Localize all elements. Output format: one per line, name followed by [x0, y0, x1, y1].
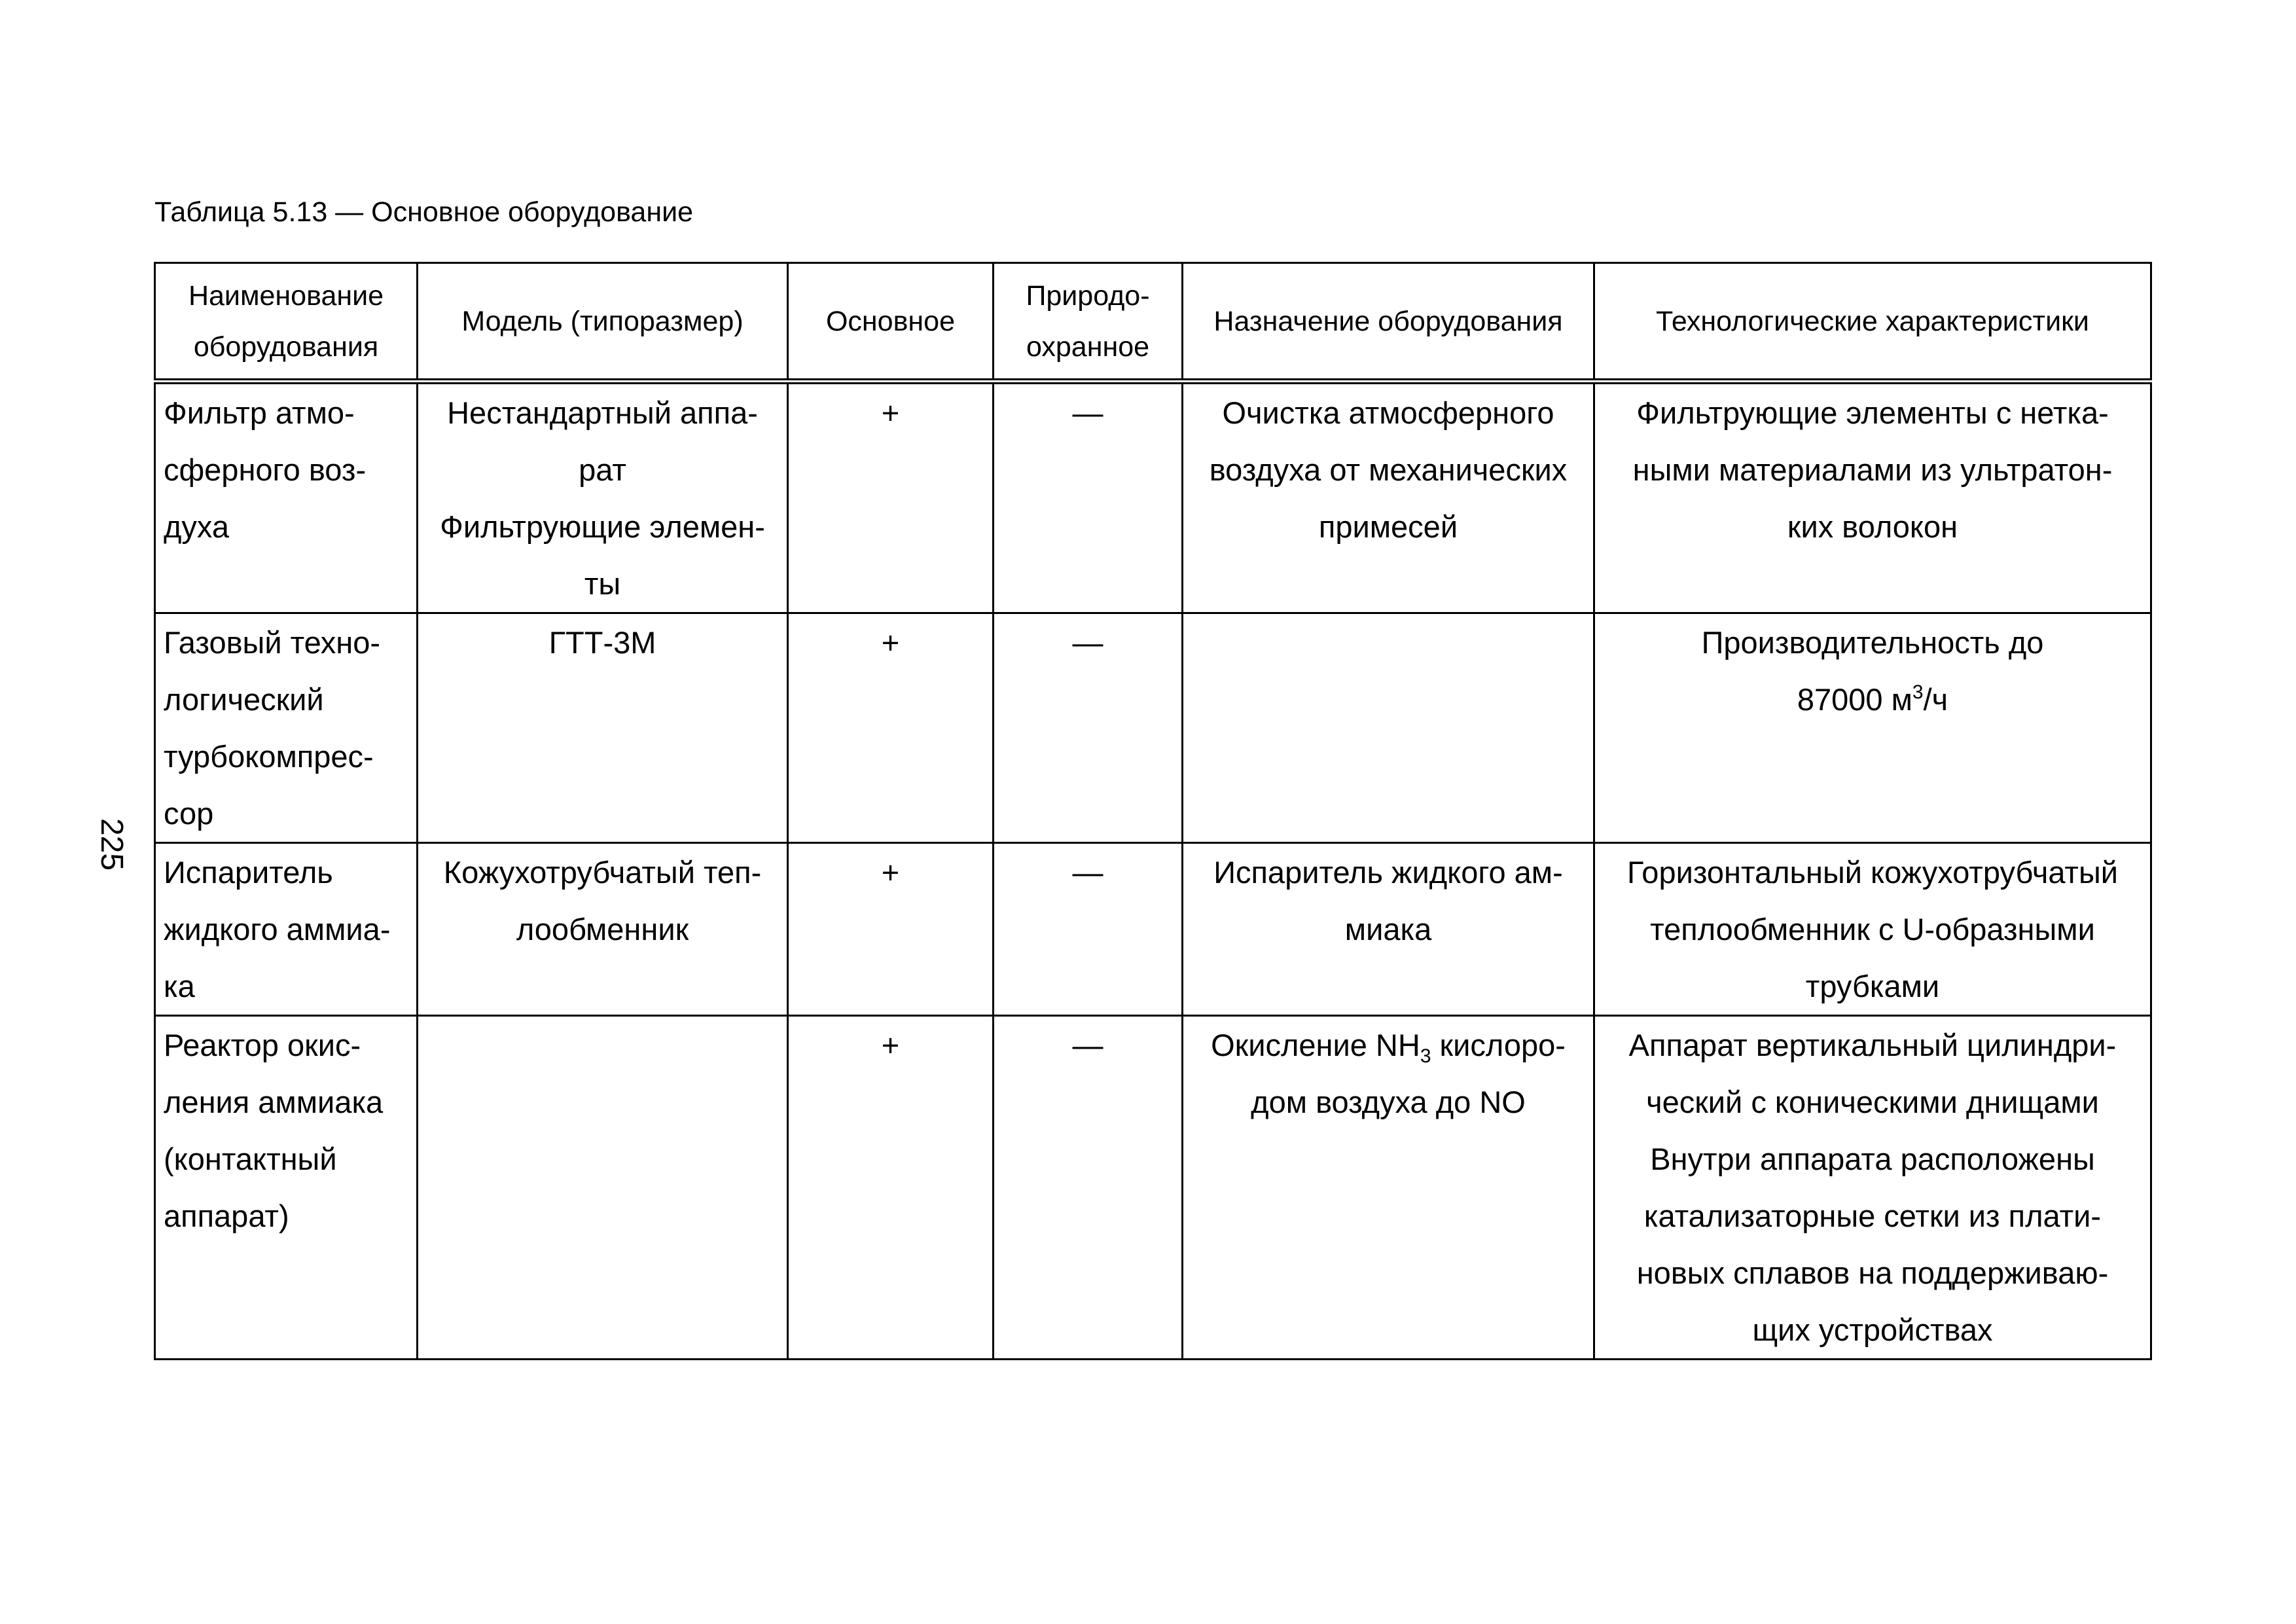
cell-purpose: Испаритель жидкого ам- миака	[1183, 843, 1594, 1016]
header-specifications: Технологические характеристики	[1594, 263, 2151, 382]
cell-main: +	[788, 382, 994, 613]
table-row	[155, 1016, 2151, 1360]
header-main: Основное	[788, 263, 994, 382]
cell-environmental: —	[994, 382, 1183, 613]
cell-model	[418, 1016, 788, 1360]
cell-specifications	[1594, 613, 2151, 843]
cell-purpose: Очистка атмосферного воздуха от механических примесей	[1183, 382, 1594, 613]
specs-line-1: Производительность до	[1701, 625, 2044, 660]
cell-equipment-name: Испаритель жидкого аммиа- ка	[155, 843, 418, 1016]
cell-equipment-name: Фильтр атмо- сферного воз- духа	[155, 382, 418, 613]
cell-model: Нестандартный аппа- рат Фильтрующие элемен- ты	[418, 382, 788, 613]
table-row	[155, 843, 2151, 1016]
header-equipment-name: Наименование оборудования	[155, 263, 418, 382]
table-caption: Таблица 5.13 — Основное оборудование	[154, 196, 694, 228]
cell-main: +	[788, 613, 994, 843]
purpose-line-2: дом воздуха до NO	[1251, 1085, 1526, 1119]
page-number: 225	[94, 818, 129, 871]
cell-purpose	[1183, 1016, 1594, 1360]
superscript: 3	[1912, 681, 1924, 703]
header-model: Модель (типоразмер)	[418, 263, 788, 382]
cell-main: +	[788, 843, 994, 1016]
cell-purpose	[1183, 613, 1594, 843]
table-row	[155, 382, 2151, 613]
cell-environmental: —	[994, 843, 1183, 1016]
header-environmental: Природо- охранное	[994, 263, 1183, 382]
purpose-line-1: Окисление $NH_3$ кислоро-	[1211, 1028, 1566, 1067]
table-row	[155, 613, 2151, 843]
equipment-table	[154, 262, 2152, 1360]
specs-line-2: 87000 $м^3/ч$	[1797, 681, 1948, 717]
cell-specifications: Аппарат вертикальный цилиндри- ческий с коническими днищами Внутри аппарата расположены катализаторные сетки из плати- новых сплавов на поддерживаю- щих устройствах	[1594, 1016, 2151, 1360]
cell-model: Кожухотрубчатый теп- лообменник	[418, 843, 788, 1016]
cell-specifications: Фильтрующие элементы с нетка- ными материалами из ультратон- ких волокон	[1594, 382, 2151, 613]
cell-main: +	[788, 1016, 994, 1360]
header-purpose: Назначение оборудования	[1183, 263, 1594, 382]
cell-model: ГТТ-3М	[418, 613, 788, 843]
cell-environmental: —	[994, 1016, 1183, 1360]
cell-equipment-name: Реактор окис- ления аммиака (контактный аппарат)	[155, 1016, 418, 1360]
subscript: 3	[1420, 1045, 1431, 1067]
cell-equipment-name: Газовый техно- логический турбокомпрес- сор	[155, 613, 418, 843]
cell-specifications: Горизонтальный кожухотрубчатый теплообменник с U-образными трубками	[1594, 843, 2151, 1016]
table-header-row	[155, 263, 2151, 382]
cell-environmental: —	[994, 613, 1183, 843]
